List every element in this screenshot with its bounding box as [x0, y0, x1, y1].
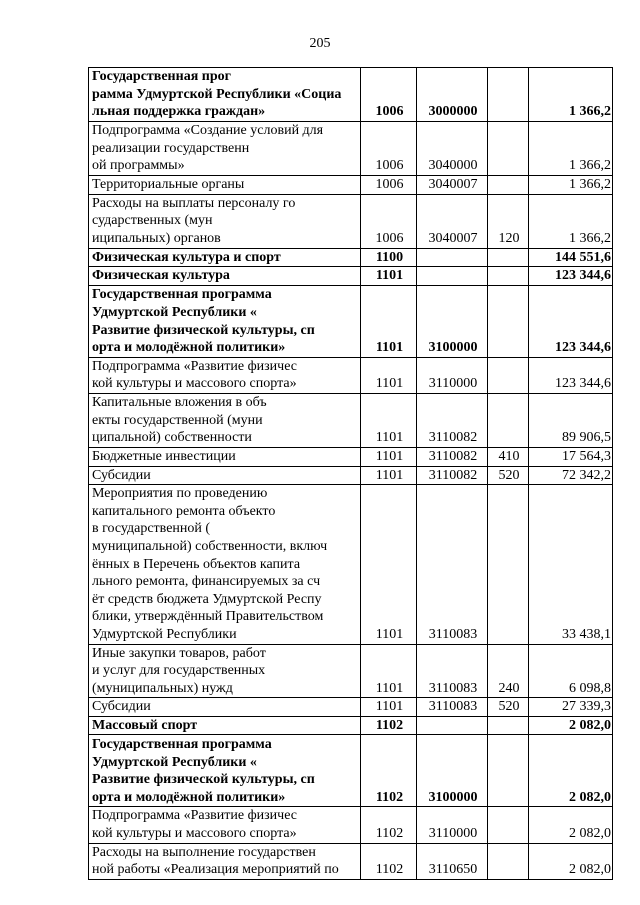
name-cell: Территориальные органы [89, 176, 361, 195]
section-code-cell: 1101 [361, 466, 417, 485]
section-code-cell: 1100 [361, 248, 417, 267]
table-row [89, 843, 613, 879]
section-code-cell: 1101 [361, 644, 417, 698]
expense-type-cell: 520 [488, 698, 529, 717]
table-row [89, 267, 613, 286]
amount-cell: 1 366,2 [529, 194, 613, 248]
table-row [89, 716, 613, 735]
amount-cell: 33 438,1 [529, 485, 613, 644]
section-code-cell: 1006 [361, 122, 417, 176]
table-row [89, 393, 613, 447]
table-row [89, 248, 613, 267]
amount-cell: 123 344,6 [529, 285, 613, 357]
name-cell: Государственная программа Удмуртской Республики « Развитие физической культуры, сп орта и молодёжной политики» [89, 735, 361, 807]
target-article-cell: 3110000 [417, 357, 488, 393]
table-row [89, 285, 613, 357]
amount-cell: 27 339,3 [529, 698, 613, 717]
table-row [89, 466, 613, 485]
target-article-cell: 3110083 [417, 485, 488, 644]
section-code-cell: 1006 [361, 68, 417, 122]
target-article-cell: 3000000 [417, 68, 488, 122]
target-article-cell: 3110082 [417, 447, 488, 466]
name-cell: Расходы на выплаты персоналу го сударственных (мун иципальных) органов [89, 194, 361, 248]
name-cell: Капитальные вложения в объ екты государственной (муни ципальной) собственности [89, 393, 361, 447]
expense-type-cell [488, 843, 529, 879]
target-article-cell: 3100000 [417, 285, 488, 357]
expense-type-cell: 240 [488, 644, 529, 698]
table-row [89, 122, 613, 176]
expense-type-cell: 410 [488, 447, 529, 466]
expense-type-cell: 520 [488, 466, 529, 485]
section-code-cell: 1006 [361, 176, 417, 195]
target-article-cell [417, 267, 488, 286]
amount-cell: 1 366,2 [529, 68, 613, 122]
table-row [89, 357, 613, 393]
name-cell: Физическая культура и спорт [89, 248, 361, 267]
amount-cell: 1 366,2 [529, 176, 613, 195]
table-row [89, 68, 613, 122]
budget-table [88, 67, 613, 880]
expense-type-cell [488, 267, 529, 286]
page-number: 205 [309, 36, 331, 51]
expense-type-cell [488, 285, 529, 357]
target-article-cell: 3110083 [417, 698, 488, 717]
target-article-cell: 3110082 [417, 393, 488, 447]
name-cell: Мероприятия по проведению капитального ремонта объекто в государственной ( муниципальной) собственности, включ ённых в Перечень объектов капита льного ремонта, финансируемых за сч ёт средств бюджета Удмуртской Респу блики, утверждённый Правительством Удмуртской Республики [89, 485, 361, 644]
target-article-cell: 3040007 [417, 176, 488, 195]
table-row [89, 447, 613, 466]
expense-type-cell: 120 [488, 194, 529, 248]
section-code-cell: 1101 [361, 267, 417, 286]
table-row [89, 485, 613, 644]
target-article-cell: 3100000 [417, 735, 488, 807]
expense-type-cell [488, 248, 529, 267]
amount-cell: 1 366,2 [529, 122, 613, 176]
target-article-cell [417, 716, 488, 735]
target-article-cell: 3110000 [417, 807, 488, 843]
expense-type-cell [488, 485, 529, 644]
amount-cell: 144 551,6 [529, 248, 613, 267]
section-code-cell: 1101 [361, 698, 417, 717]
section-code-cell: 1102 [361, 807, 417, 843]
amount-cell: 2 082,0 [529, 716, 613, 735]
name-cell: Государственная программа Удмуртской Республики « Развитие физической культуры, сп орта и молодёжной политики» [89, 285, 361, 357]
expense-type-cell [488, 68, 529, 122]
amount-cell: 123 344,6 [529, 267, 613, 286]
name-cell: Подпрограмма «Развитие физичес кой культуры и массового спорта» [89, 357, 361, 393]
section-code-cell: 1101 [361, 285, 417, 357]
amount-cell: 72 342,2 [529, 466, 613, 485]
expense-type-cell [488, 176, 529, 195]
section-code-cell: 1102 [361, 843, 417, 879]
name-cell: Субсидии [89, 466, 361, 485]
target-article-cell: 3110650 [417, 843, 488, 879]
expense-type-cell [488, 357, 529, 393]
table-row [89, 644, 613, 698]
table-row [89, 807, 613, 843]
target-article-cell: 3110082 [417, 466, 488, 485]
target-article-cell: 3040007 [417, 194, 488, 248]
target-article-cell [417, 248, 488, 267]
table-row [89, 735, 613, 807]
amount-cell: 89 906,5 [529, 393, 613, 447]
section-code-cell: 1101 [361, 447, 417, 466]
section-code-cell: 1102 [361, 716, 417, 735]
amount-cell: 123 344,6 [529, 357, 613, 393]
expense-type-cell [488, 807, 529, 843]
target-article-cell: 3110083 [417, 644, 488, 698]
name-cell: Субсидии [89, 698, 361, 717]
amount-cell: 2 082,0 [529, 807, 613, 843]
section-code-cell: 1101 [361, 485, 417, 644]
table-row [89, 176, 613, 195]
expense-type-cell [488, 716, 529, 735]
expense-type-cell [488, 735, 529, 807]
expense-type-cell [488, 393, 529, 447]
target-article-cell: 3040000 [417, 122, 488, 176]
expense-type-cell [488, 122, 529, 176]
section-code-cell: 1101 [361, 357, 417, 393]
budget-table-body [89, 68, 613, 880]
name-cell: Государственная прог рамма Удмуртской Республики «Социа льная поддержка граждан» [89, 68, 361, 122]
amount-cell: 6 098,8 [529, 644, 613, 698]
name-cell: Физическая культура [89, 267, 361, 286]
name-cell: Иные закупки товаров, работ и услуг для государственных (муниципальных) нужд [89, 644, 361, 698]
amount-cell: 2 082,0 [529, 843, 613, 879]
name-cell: Подпрограмма «Развитие физичес кой культуры и массового спорта» [89, 807, 361, 843]
amount-cell: 17 564,3 [529, 447, 613, 466]
name-cell: Массовый спорт [89, 716, 361, 735]
table-row [89, 194, 613, 248]
name-cell: Расходы на выполнение государствен ной работы «Реализация мероприятий по [89, 843, 361, 879]
section-code-cell: 1101 [361, 393, 417, 447]
table-row [89, 698, 613, 717]
section-code-cell: 1006 [361, 194, 417, 248]
amount-cell: 2 082,0 [529, 735, 613, 807]
section-code-cell: 1102 [361, 735, 417, 807]
name-cell: Подпрограмма «Создание условий для реализации государственн ой программы» [89, 122, 361, 176]
name-cell: Бюджетные инвестиции [89, 447, 361, 466]
